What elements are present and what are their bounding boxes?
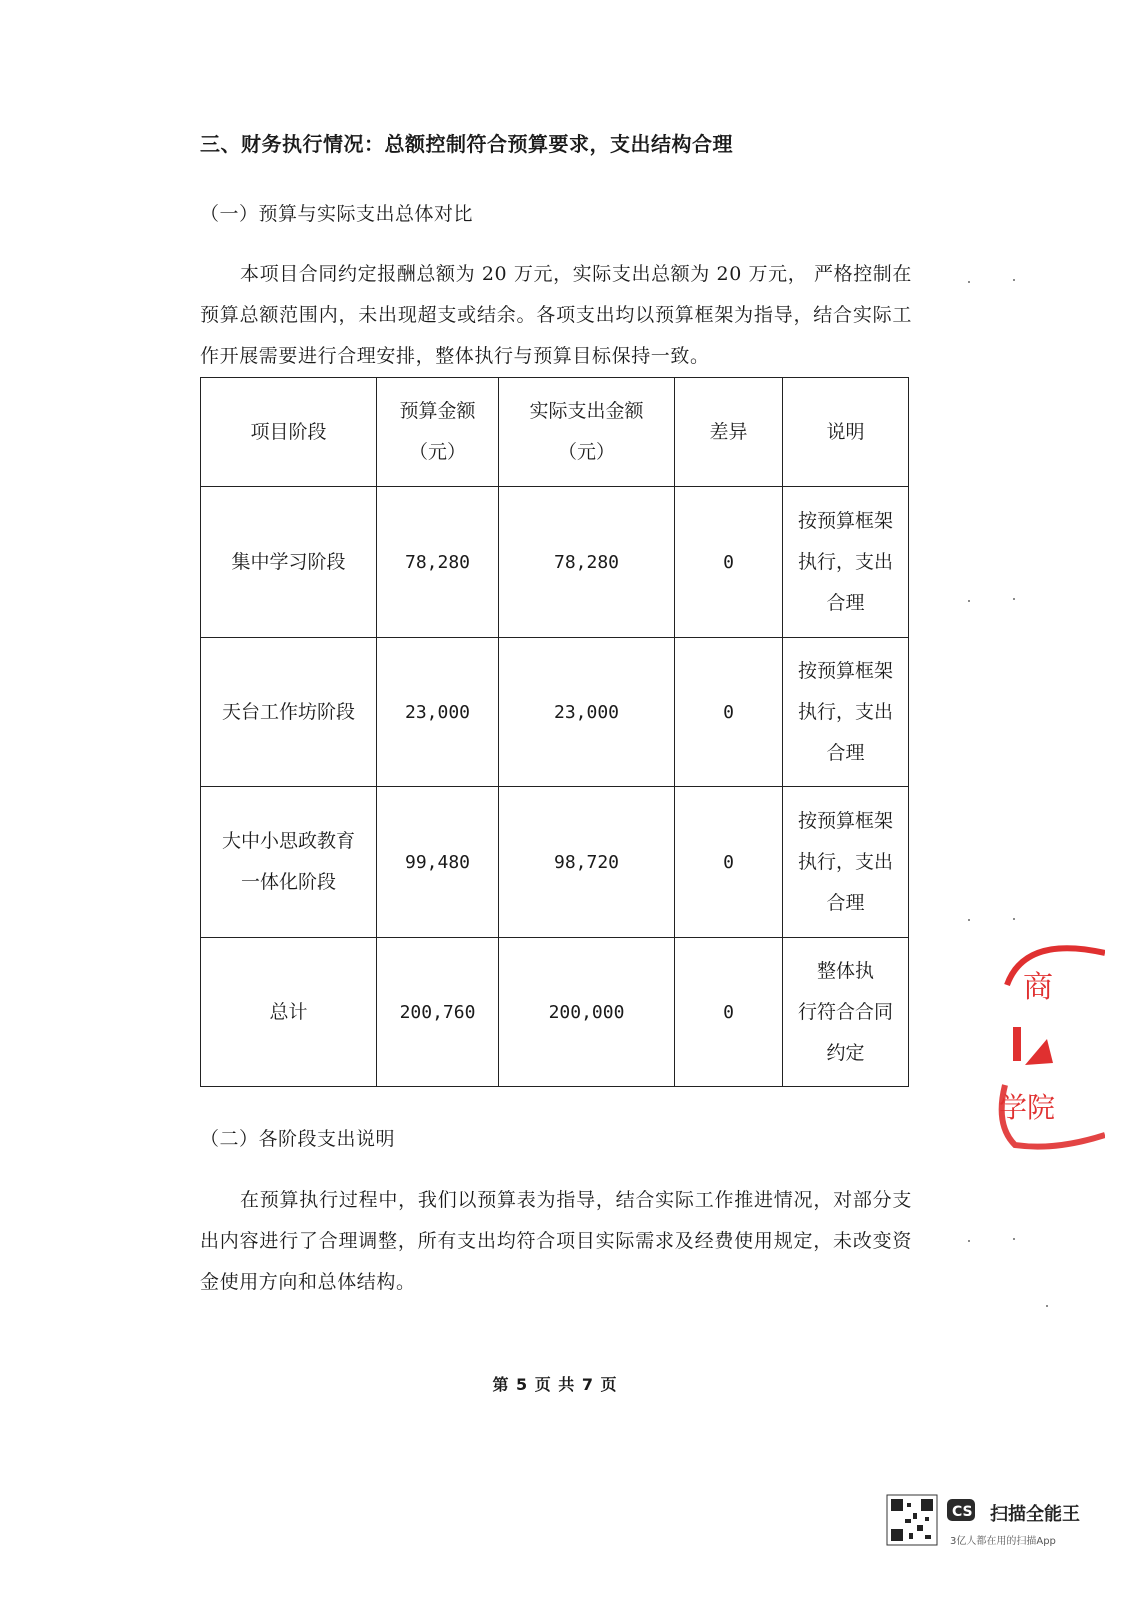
cell-budget: 23,000 <box>377 638 499 787</box>
cell-actual: 200,000 <box>499 938 675 1087</box>
cell-actual: 98,720 <box>499 787 675 938</box>
seal-stamp-icon <box>985 935 1105 1155</box>
cell-actual: 78,280 <box>499 487 675 638</box>
scanner-brand: 扫描全能王 <box>990 1504 1080 1525</box>
cell-diff: 0 <box>675 938 783 1087</box>
cell-actual: 23,000 <box>499 638 675 787</box>
section1-paragraph: 本项目合同约定报酬总额为 20 万元，实际支出总额为 20 万元， 严格控制在预算总额范围内，未出现超支或结余。各项支出均以预算框架为指导，结合实际工作开展需要进行合理安排，整体执行与预算目标保持一致。 <box>200 263 912 367</box>
scan-speck <box>1046 1305 1048 1307</box>
table-row <box>201 487 909 638</box>
table-header-row <box>201 378 909 487</box>
scan-speck <box>1013 918 1015 920</box>
cell-stage: 集中学习阶段 <box>201 487 377 638</box>
cell-note: 整体执 行符合合同 约定 <box>783 938 909 1087</box>
scan-speck <box>968 281 970 283</box>
subsection-title-1: （一）预算与实际支出总体对比 <box>200 203 474 225</box>
header-note: 说明 <box>783 378 909 487</box>
section-heading: 三、财务执行情况：总额控制符合预算要求，支出结构合理 <box>200 132 733 156</box>
svg-text:学院: 学院 <box>999 1091 1056 1124</box>
subsection-title-2: （二）各阶段支出说明 <box>200 1128 396 1150</box>
cell-note: 按预算框架 执行，支出 合理 <box>783 487 909 638</box>
page-number: 第 5 页 共 7 页 <box>492 1375 618 1394</box>
cell-diff: 0 <box>675 787 783 938</box>
svg-text:商: 商 <box>1023 970 1053 1005</box>
cell-budget: 99,480 <box>377 787 499 938</box>
cell-diff: 0 <box>675 487 783 638</box>
scanner-tagline: 3亿人都在用的扫描App <box>950 1536 1056 1547</box>
table-row <box>201 638 909 787</box>
header-budget: 预算金额 （元） <box>377 378 499 487</box>
section2-paragraph: 在预算执行过程中，我们以预算表为指导，结合实际工作推进情况，对部分支出内容进行了合理调整，所有支出均符合项目实际需求及经费使用规定，未改变资金使用方向和总体结构。 <box>200 1189 912 1293</box>
scan-speck <box>968 919 970 921</box>
cell-stage: 大中小思政教育 一体化阶段 <box>201 787 377 938</box>
scan-speck <box>1013 279 1015 281</box>
header-actual: 实际支出金额 （元） <box>499 378 675 487</box>
header-diff: 差异 <box>675 378 783 487</box>
scan-speck <box>1013 598 1015 600</box>
table-total-row <box>201 938 909 1087</box>
cell-note: 按预算框架 执行，支出 合理 <box>783 638 909 787</box>
table-row <box>201 787 909 938</box>
cell-budget: 78,280 <box>377 487 499 638</box>
cell-note: 按预算框架 执行，支出 合理 <box>783 787 909 938</box>
svg-text:CS: CS <box>952 1504 973 1520</box>
cell-stage: 天台工作坊阶段 <box>201 638 377 787</box>
cell-budget: 200,760 <box>377 938 499 1087</box>
budget-table <box>200 377 909 1087</box>
header-stage: 项目阶段 <box>201 378 377 487</box>
cell-stage: 总计 <box>201 938 377 1087</box>
scan-speck <box>968 1240 970 1242</box>
scan-speck <box>968 600 970 602</box>
cell-diff: 0 <box>675 638 783 787</box>
scan-speck <box>1013 1238 1015 1240</box>
